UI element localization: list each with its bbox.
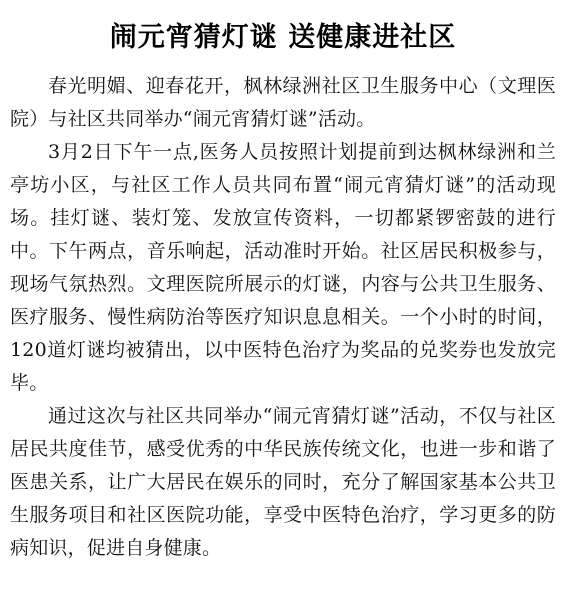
- paragraph-conclusion: 通过这次与社区共同举办“闹元宵猜灯谜”活动，不仅与社区居民共度佳节，感受优秀的中华民族传统文化，也进一步和谐了医患关系，让广大居民在娱乐的同时，充分了解国家基本公共卫生服务项目和社区医院功能，享受中医特色治疗，学习更多的防病知识，促进自身健康。: [10, 405, 556, 559]
- paragraph-event-details: 3月2日下午一点,医务人员按照计划提前到达枫林绿洲和兰亭坊小区，与社区工作人员共同布置“闹元宵猜灯谜”的活动现场。挂灯谜、装灯笼、发放宣传资料，一切都紧锣密鼓的进行中。下午两点，音乐响起，活动准时开始。社区居民积极参与，现场气氛热烈。文理医院所展示的灯谜，内容与公共卫生服务、医疗服务、慢性病防治等医疗知识息息相关。一个小时的时间，120道灯谜均被猜出，以中医特色治疗为奖品的兑奖券也发放完毕。: [10, 141, 556, 394]
- paragraph-intro: 春光明媚、迎春花开，枫林绿洲社区卫生服务中心（文理医院）与社区共同举办“闹元宵猜灯谜”活动。: [10, 75, 556, 130]
- document-title: 闹元宵猜灯谜 送健康进社区: [109, 22, 457, 53]
- article-body: [10, 70, 556, 565]
